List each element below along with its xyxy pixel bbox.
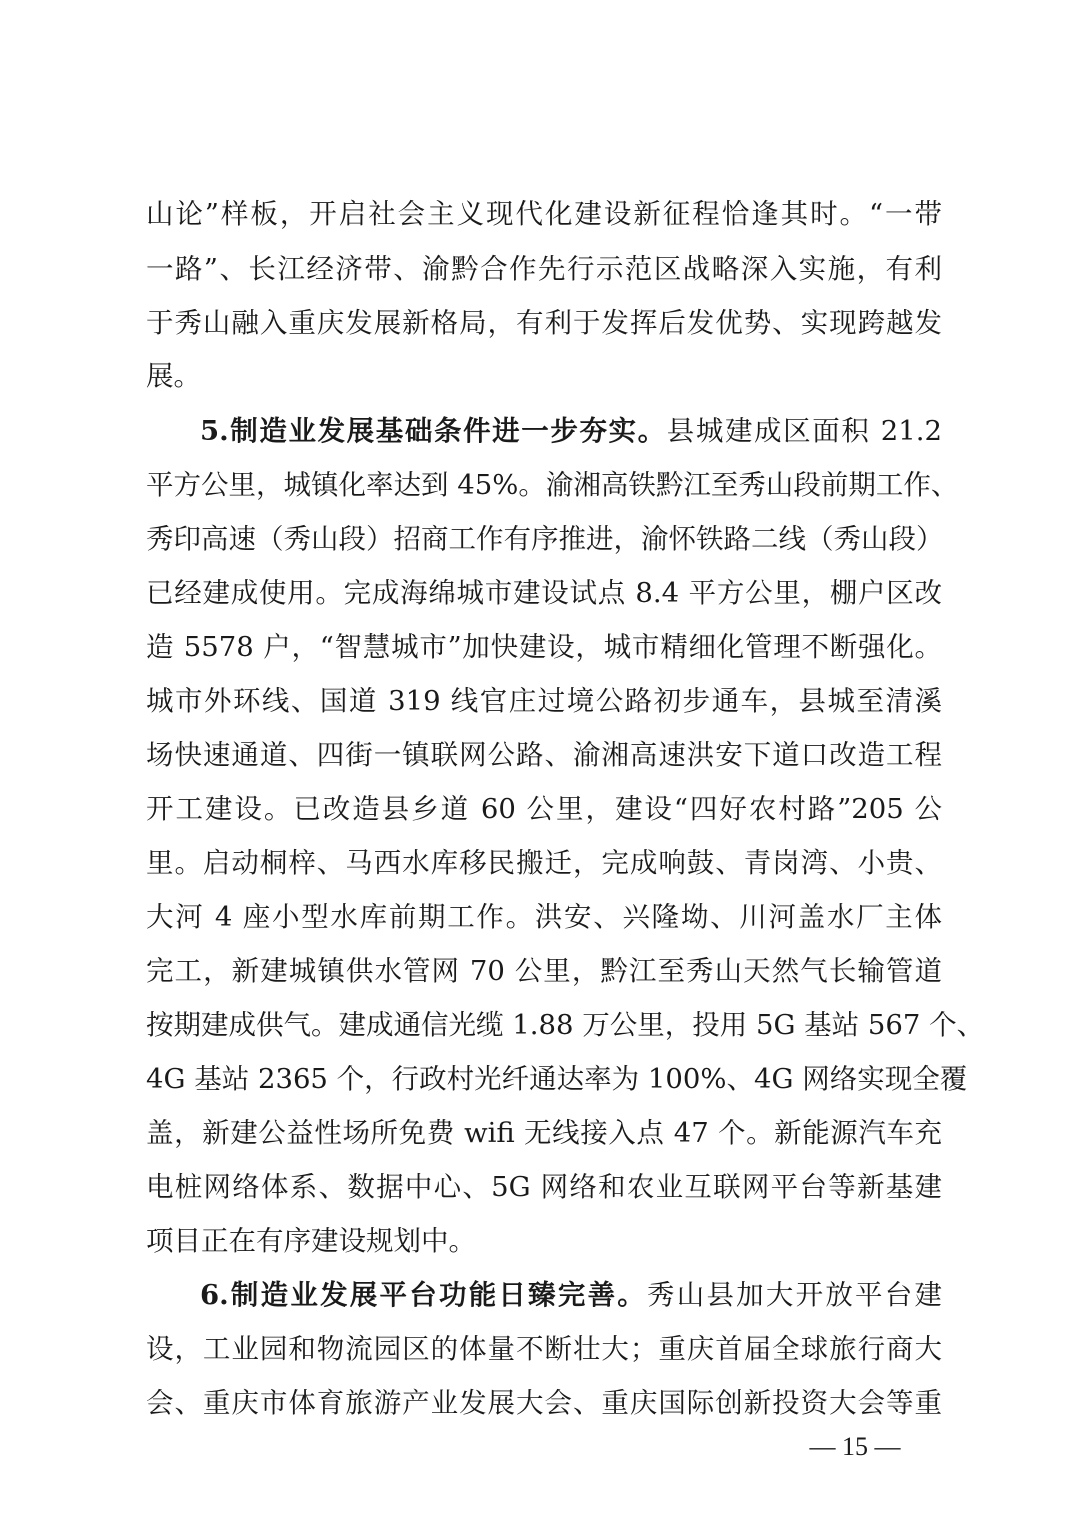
body-text-line: 城市外环线、国道 319 线官庄过境公路初步通车，县城至清溪 [146, 685, 942, 717]
body-text-line: 电桩网络体系、数据中心、5G 网络和农业互联网平台等新基建 [146, 1171, 942, 1203]
page-number: — 15 — [809, 1432, 901, 1461]
paragraph-first-line [200, 1269, 942, 1321]
body-text-line: 一路”、长江经济带、渝黔合作先行示范区战略深入实施，有利 [146, 253, 942, 285]
paragraph-first-line [200, 405, 942, 457]
body-text-line: 完工，新建城镇供水管网 70 公里，黔江至秀山天然气长输管道 [146, 955, 942, 987]
body-text-line: 设，工业园和物流园区的体量不断壮大；重庆首届全球旅行商大 [146, 1333, 942, 1365]
body-text-line: 4G 基站 2365 个，行政村光纤通达率为 100%、4G 网络实现全覆 [146, 1063, 968, 1095]
body-text-line: 盖，新建公益性场所免费 wifi 无线接入点 47 个。新能源汽车充 [146, 1117, 942, 1149]
body-text-line: 已经建成使用。完成海绵城市建设试点 8.4 平方公里，棚户区改 [146, 577, 942, 609]
body-text-line: 项目正在有序建设规划中。 [146, 1225, 476, 1257]
body-text-line: 山论”样板，开启社会主义现代化建设新征程恰逢其时。“一带 [146, 198, 942, 230]
body-text-line: 里。启动桐梓、马西水库移民搬迁，完成响鼓、青岗湾、小贵、 [146, 847, 942, 879]
body-text-line: 造 5578 户，“智慧城市”加快建设，城市精细化管理不断强化。 [146, 631, 942, 663]
section-heading: 5.制造业发展基础条件进一步夯实。 [200, 415, 667, 447]
body-text-line: 按期建成供气。建成通信光缆 1.88 万公里，投用 5G 基站 567 个、 [146, 1009, 985, 1041]
body-text-line: 场快速通道、四街一镇联网公路、渝湘高速洪安下道口改造工程 [146, 739, 942, 771]
body-text: 秀山县加大开放平台建 [647, 1279, 942, 1311]
section-heading: 6.制造业发展平台功能日臻完善。 [200, 1279, 648, 1311]
body-text-line: 会、重庆市体育旅游产业发展大会、重庆国际创新投资大会等重 [146, 1387, 942, 1419]
body-text-line: 平方公里，城镇化率达到 45%。渝湘高铁黔江至秀山段前期工作、 [146, 469, 959, 501]
body-text-line: 秀印高速（秀山段）招商工作有序推进，渝怀铁路二线（秀山段） [146, 523, 944, 555]
body-text-line: 开工建设。已改造县乡道 60 公里，建设“四好农村路”205 公 [146, 793, 942, 825]
body-text-line: 展。 [146, 360, 201, 392]
body-text-line: 大河 4 座小型水库前期工作。洪安、兴隆坳、川河盖水厂主体 [146, 901, 942, 933]
body-text: 县城建成区面积 21.2 [666, 415, 942, 447]
body-text-line: 于秀山融入重庆发展新格局，有利于发挥后发优势、实现跨越发 [146, 307, 942, 339]
